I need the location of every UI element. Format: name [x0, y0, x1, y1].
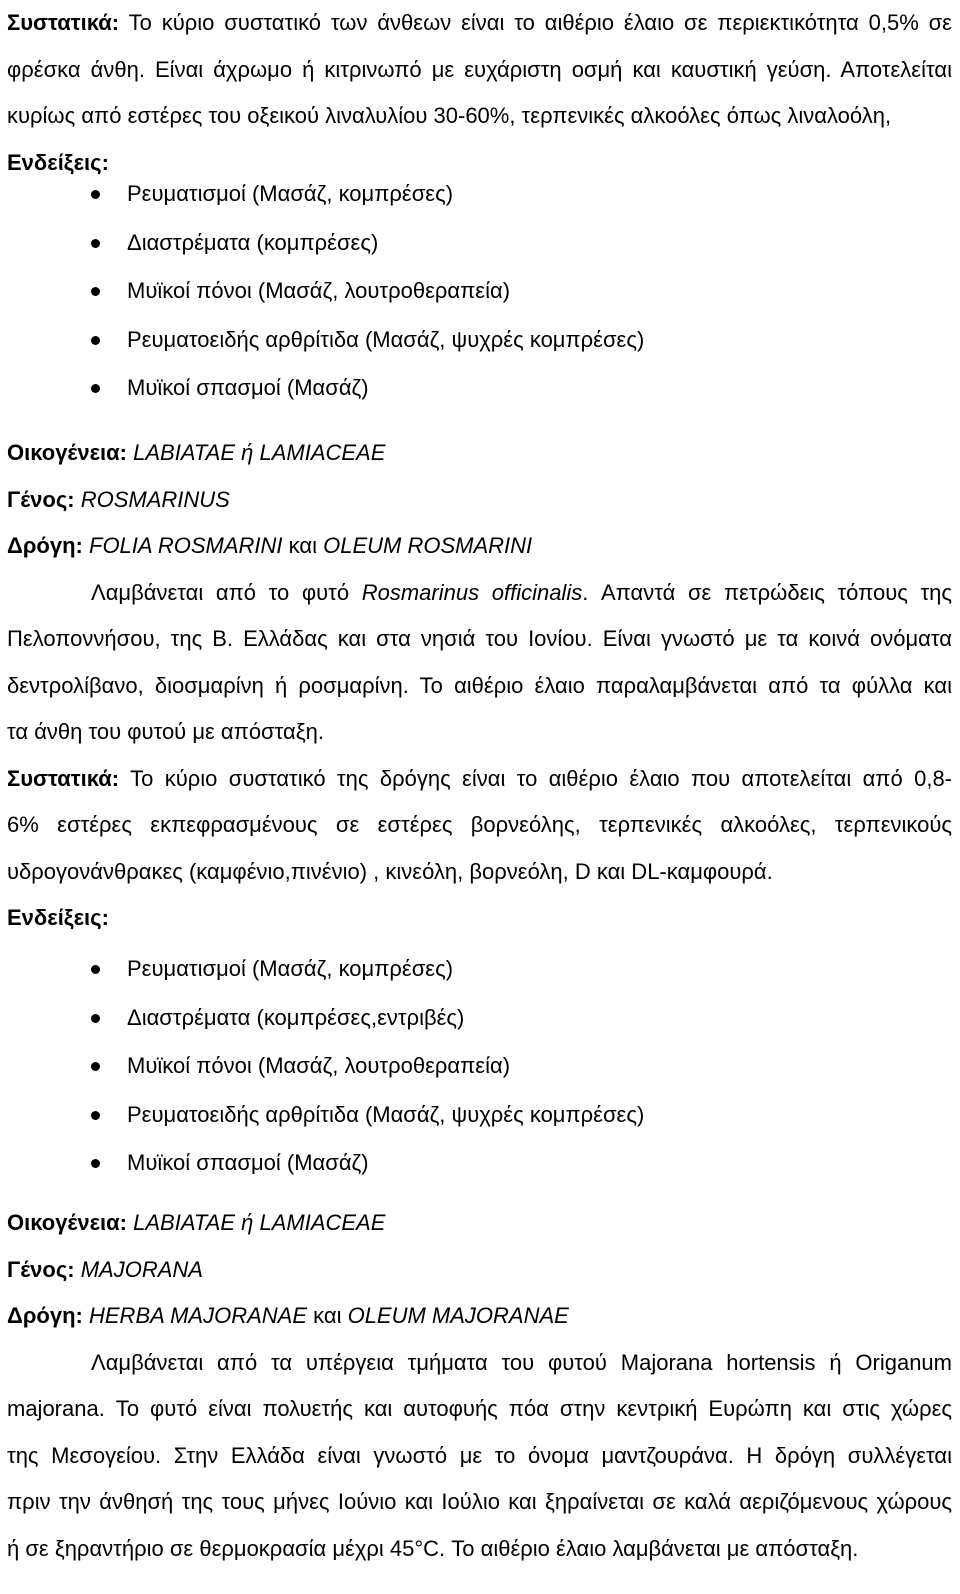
constituents-section-1 [7, 0, 952, 186]
species-name: Rosmarinus officinalis [361, 579, 583, 605]
bullet-icon [91, 384, 100, 393]
list-item [7, 364, 952, 413]
list-item-text: Μυϊκοί σπασμοί (Μασάζ) [127, 375, 369, 400]
constituents-line-1 [7, 0, 952, 47]
list-item-text: Μυϊκοί πόνοι (Μασάζ, λουτροθεραπεία) [127, 1053, 511, 1078]
indications-heading-2: Ενδείξεις: [7, 905, 109, 930]
list-item-text: Διαστρέματα (κομπρέσες,εντριβές) [127, 1004, 465, 1030]
genus-line [7, 477, 952, 524]
constituents-line-2: 6% εστέρες εκπεφρασμένους σε εστέρες βορνεόλης, τερπενικές αλκοόλες, τερπενικούς [7, 812, 952, 837]
list-item [7, 1042, 952, 1091]
description-line-4: πριν την άνθησή της τους μήνες Ιούνιο και Ιούλιο και ξηραίνεται σε καλά αεριζόμενους χώρους [7, 1489, 952, 1514]
bullet-icon [91, 1111, 100, 1120]
constituents-line-2: φρέσκα άνθη. Είναι άχρωμο ή κιτρινωπό με ευχάριστη οσμή και καυστική γεύση. Αποτελείται [7, 56, 952, 82]
family-label: Οικογένεια: [7, 1210, 128, 1235]
family-label: Οικογένεια: [7, 440, 128, 465]
drug-conjunction: και [282, 533, 324, 558]
list-item-text: Ρευματοειδής αρθρίτιδα (Μασάζ, ψυχρές κομπρέσες) [127, 326, 645, 352]
drug-line [7, 523, 952, 570]
family-line [7, 430, 952, 477]
description-line-1: Λαμβάνεται από τα υπέργεια τμήματα του φυτού Majorana hortensis ή Origanum [91, 1349, 952, 1375]
drug-name-a: HERBA MAJORANAE [89, 1303, 308, 1328]
bullet-icon [91, 1159, 100, 1168]
list-item [7, 316, 952, 365]
bullet-icon [91, 287, 100, 296]
bullet-icon [91, 336, 100, 345]
list-item-text: Μυϊκοί σπασμοί (Μασάζ) [127, 1150, 369, 1175]
indications-heading-1: Ενδείξεις: [7, 149, 109, 175]
drug-line [7, 1293, 952, 1340]
description-line-3: της Μεσογείου. Στην Ελλάδα είναι γνωστό με το όνομα μαντζουράνα. Η δρόγη συλλέγεται [7, 1442, 952, 1468]
list-item [7, 1091, 952, 1140]
description-line-2: majorana. Το φυτό είναι πολυετής και αυτοφυής πόα στην κεντρική Ευρώπη και στις χώρες [7, 1396, 952, 1421]
family-line [7, 1200, 952, 1247]
family-value: LABIATAE ή LAMIACEAE [133, 1210, 386, 1235]
constituents-line-3: κυρίως από εστέρες του οξεικού λιναλυλίου 30-60%, τερπενικές αλκοόλες όπως λιναλοόλη, [7, 103, 892, 128]
list-item [7, 219, 952, 268]
bullet-icon [91, 239, 100, 248]
family-value: LABIATAE ή LAMIACEAE [133, 440, 386, 465]
bullet-icon [91, 1014, 100, 1023]
list-item [7, 945, 952, 994]
constituents-text: Το κύριο συστατικό της δρόγης είναι το αιθέριο έλαιο που αποτελείται από 0,8- [130, 765, 953, 791]
description-line-4: τα άνθη του φυτού με απόσταξη. [7, 719, 324, 744]
description-line-2: Πελοποννήσου, της Β. Ελλάδας και στα νησιά του Ιονίου. Είναι γνωστό με τα κοινά ονόματα [7, 626, 952, 651]
description-text: . Απαντά σε πετρώδεις τόπους της [582, 579, 952, 605]
bullet-icon [91, 1062, 100, 1071]
indications-list-1 [7, 170, 952, 413]
description-text: Λαμβάνεται από το φυτό [91, 579, 362, 605]
bullet-icon [91, 965, 100, 974]
constituents-line-3: υδρογονάνθρακες (καμφένιο,πινένιο) , κινεόλη, βορνεόλη, D και DL-καμφουρά. [7, 858, 773, 884]
list-item-text: Διαστρέματα (κομπρέσες) [127, 229, 379, 255]
genus-label: Γένος: [7, 486, 75, 512]
drug-name-a: FOLIA ROSMARINI [89, 533, 283, 558]
constituents-line-1 [7, 756, 952, 803]
constituents-label: Συστατικά: [7, 10, 120, 35]
drug-name-b: OLEUM MAJORANAE [347, 1303, 569, 1328]
genus-line [7, 1247, 952, 1294]
list-item-text: Ρευματοειδής αρθρίτιδα (Μασάζ, ψυχρές κομπρέσες) [127, 1101, 645, 1127]
drug-conjunction: και [307, 1303, 348, 1328]
list-item [7, 170, 952, 219]
genus-value: MAJORANA [80, 1256, 203, 1282]
marjoram-section [7, 1200, 952, 1572]
drug-label: Δρόγη: [7, 1303, 83, 1328]
list-item [7, 267, 952, 316]
description-line-5: ή σε ξηραντήριο σε θερμοκρασία μέχρι 45°C. Το αιθέριο έλαιο λαμβάνεται με απόσταξη. [7, 1535, 859, 1561]
bullet-icon [91, 190, 100, 199]
genus-label: Γένος: [7, 1256, 75, 1282]
list-item-text: Ρευματισμοί (Μασάζ, κομπρέσες) [127, 956, 454, 981]
drug-name-b: OLEUM ROSMARINI [323, 533, 533, 558]
list-item-text: Μυϊκοί πόνοι (Μασάζ, λουτροθεραπεία) [127, 278, 511, 303]
list-item [7, 994, 952, 1043]
description-line-1 [7, 570, 952, 617]
constituents-label: Συστατικά: [7, 765, 120, 791]
indications-list-2 [7, 945, 952, 1188]
constituents-text: Το κύριο συστατικό των άνθεων είναι το αιθέριο έλαιο σε περιεκτικότητα 0,5% σε [128, 10, 952, 35]
genus-value: ROSMARINUS [80, 486, 230, 512]
list-item-text: Ρευματισμοί (Μασάζ, κομπρέσες) [127, 181, 454, 206]
drug-label: Δρόγη: [7, 533, 83, 558]
list-item [7, 1139, 952, 1188]
description-line-3: δεντρολίβανο, διοσμαρίνη ή ροσμαρίνη. Το αιθέριο έλαιο παραλαμβάνεται από τα φύλλα και [7, 672, 952, 698]
rosemary-section [7, 430, 952, 942]
